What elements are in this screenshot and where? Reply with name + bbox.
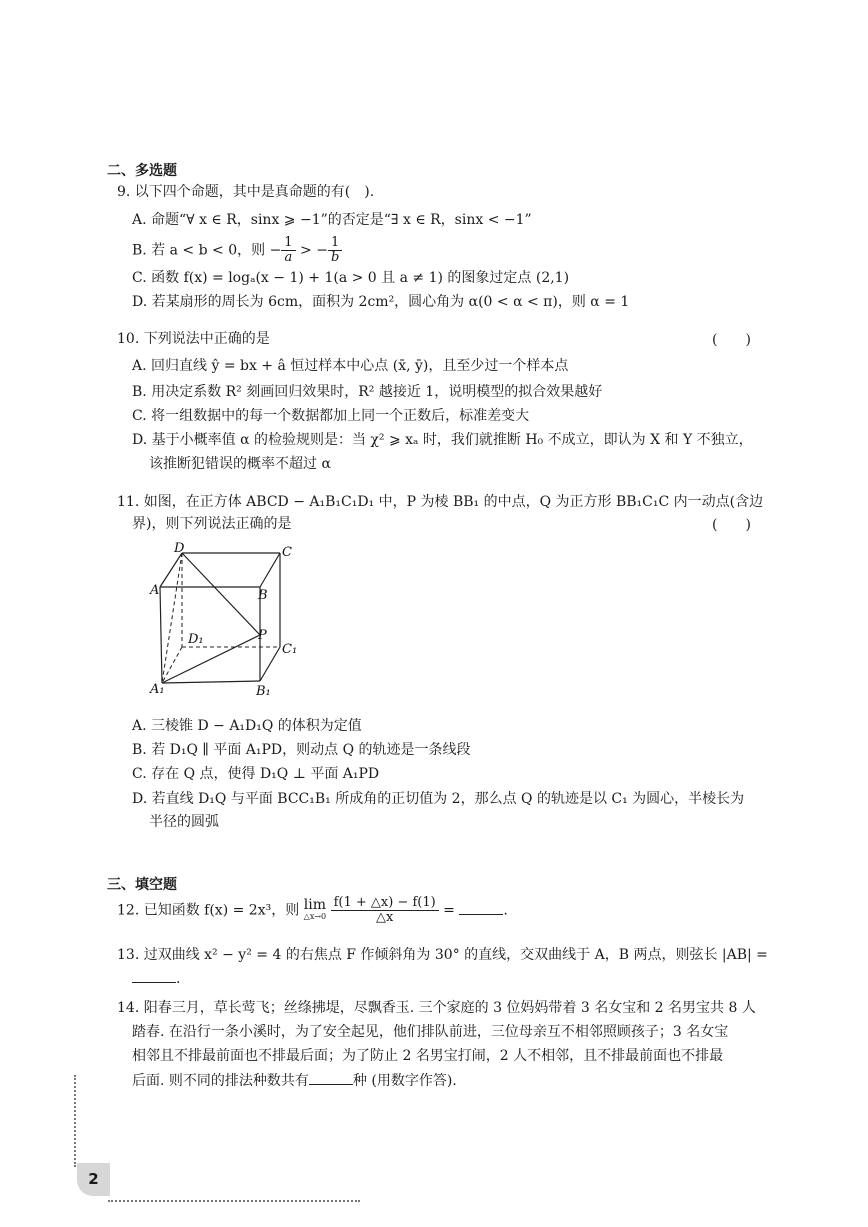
label-C1: C₁ [282, 642, 298, 657]
segment-DA1-hidden [162, 553, 182, 683]
edge-CB [260, 553, 280, 587]
label-D: D [174, 541, 185, 556]
q14-line4-pre: 后面. 则不同的排法种数共有 [132, 1073, 309, 1089]
edge-B1C1 [260, 647, 280, 681]
q12-fraction [331, 896, 439, 925]
q10-option-c: C. 将一组数据中的每一个数据都加上同一个正数后，标准差变大 [132, 408, 530, 424]
q9-frac1-num: 1 [281, 236, 295, 251]
q13-end: . [176, 971, 181, 987]
q9-stem: 9. 以下四个命题，其中是真命题的有( ). [117, 184, 375, 200]
q11-option-d-line2: 半径的圆弧 [149, 814, 219, 830]
q9-option-b [132, 236, 342, 266]
q12-answer-blank[interactable] [459, 900, 503, 915]
label-A: A [150, 583, 160, 598]
q12-num: f(1 + △x) − f(1) [331, 896, 439, 911]
q13-answer-blank[interactable] [132, 968, 176, 983]
edge-AA1 [160, 587, 162, 683]
q11-stem-line2: 界)，则下列说法正确的是 [132, 516, 292, 532]
q9-frac2-den: b [330, 250, 340, 265]
q12-limit [303, 896, 327, 922]
q10-answer-paren: ( ) [712, 332, 751, 348]
q12-pre: 12. 已知函数 f(x) = 2x³，则 [117, 902, 304, 919]
q11-option-b: B. 若 D₁Q ∥ 平面 A₁PD，则动点 Q 的轨迹是一条线段 [132, 742, 471, 758]
q12-post: = [438, 902, 460, 919]
q12-lim-sub: △x→0 [303, 911, 327, 921]
q14-answer-blank[interactable] [309, 1070, 353, 1085]
q12-end: . [503, 902, 508, 919]
q14-line2: 踏春. 在沿行一条小溪时，为了安全起见，他们排队前进，三位母亲互不相邻照顾孩子；3 名女宝 [132, 1024, 729, 1040]
q9-frac2-num: 1 [328, 236, 342, 251]
label-A1: A₁ [150, 682, 165, 697]
footer-dotted-vertical [74, 1075, 76, 1167]
q14-line1: 14. 阳春三月，草长莺飞；丝绦拂堤，尽飘香玉. 三个家庭的 3 位妈妈带着 3 名女宝和 2 名男宝共 8 人 [117, 1000, 756, 1016]
q11-option-a: A. 三棱锥 D − A₁D₁Q 的体积为定值 [132, 718, 362, 734]
q11-option-d-line1: D. 若直线 D₁Q 与平面 BCC₁B₁ 所成角的正切值为 2，那么点 Q 的轨迹是以 C₁ 为圆心，半棱长为 [132, 791, 745, 807]
q12-den: △x [375, 910, 394, 925]
label-D1: D₁ [188, 632, 204, 647]
q11-option-c: C. 存在 Q 点，使得 D₁Q ⊥ 平面 A₁PD [132, 766, 380, 782]
edge-DA [160, 553, 182, 587]
q10-option-b: B. 用决定系数 R² 刻画回归效果时，R² 越接近 1，说明模型的拟合效果越好 [132, 384, 603, 400]
edge-A1B1 [162, 681, 260, 683]
q9-option-b-pre: B. 若 a < b < 0，则 − [132, 242, 282, 259]
q11-stem-line1: 11. 如图，在正方体 ABCD − A₁B₁C₁D₁ 中，P 为棱 BB₁ 的中点，Q 为正方形 BB₁C₁C 内一动点(含边 [117, 494, 764, 510]
section-title-fill-in: 三、填空题 [107, 877, 177, 893]
q10-option-d-line2: 该推断犯错误的概率不超过 α [149, 456, 331, 472]
q12-lim-text: lim [303, 896, 327, 913]
q11-answer-paren: ( ) [712, 517, 751, 533]
q12-line [117, 896, 508, 930]
q14-line3: 相邻且不排最前面也不排最后面；为了防止 2 名男宝打闹，2 人不相邻，且不排最前面也不排最 [132, 1048, 724, 1064]
q13-line2 [132, 968, 180, 989]
q9-frac1-den: a [284, 250, 293, 265]
footer-dotted-horizontal [108, 1200, 360, 1202]
q9-option-d: D. 若某扇形的周长为 6cm，面积为 2cm²，圆心角为 α(0 < α < π)，则 α = 1 [132, 294, 630, 310]
section-title-multiple-choice: 二、多选题 [107, 163, 177, 179]
q10-stem: 10. 下列说法中正确的是 [117, 331, 270, 347]
q10-option-d-line1: D. 基于小概率值 α 的检验规则是：当 χ² ⩾ xₐ 时，我们就推断 H₀ 不成立，即认为 X 和 Y 不独立， [132, 432, 753, 448]
q9-fraction-1-over-b [328, 236, 342, 265]
label-B: B [258, 588, 268, 603]
q9-option-c: C. 函数 f(x) = logₐ(x − 1) + 1(a > 0 且 a ≠ 1) 的图象过定点 (2,1) [132, 270, 570, 286]
q10-option-a: A. 回归直线 ŷ = bx + â 恒过样本中心点 (x̄, ȳ)，且至少过一个样本点 [132, 358, 569, 374]
cube-figure [148, 541, 308, 701]
q14-line4 [132, 1070, 457, 1091]
q9-fraction-1-over-a [281, 236, 295, 265]
segment-DP [182, 553, 260, 635]
page-number: 2 [77, 1163, 110, 1196]
label-B1: B₁ [256, 684, 271, 699]
label-C: C [282, 545, 292, 560]
q13-line1: 13. 过双曲线 x² − y² = 4 的右焦点 F 作倾斜角为 30° 的直线，交双曲线于 A，B 两点，则弦长 |AB| = [117, 947, 768, 963]
label-P: P [258, 628, 267, 643]
q14-line4-post: 种 (用数字作答). [352, 1073, 457, 1089]
segment-A1P [162, 635, 260, 683]
q9-option-b-mid: > − [295, 242, 328, 259]
q9-option-a: A. 命题“∀ x ∈ R，sinx ⩾ −1”的否定是“∃ x ∈ R，sinx < −1” [132, 212, 532, 228]
